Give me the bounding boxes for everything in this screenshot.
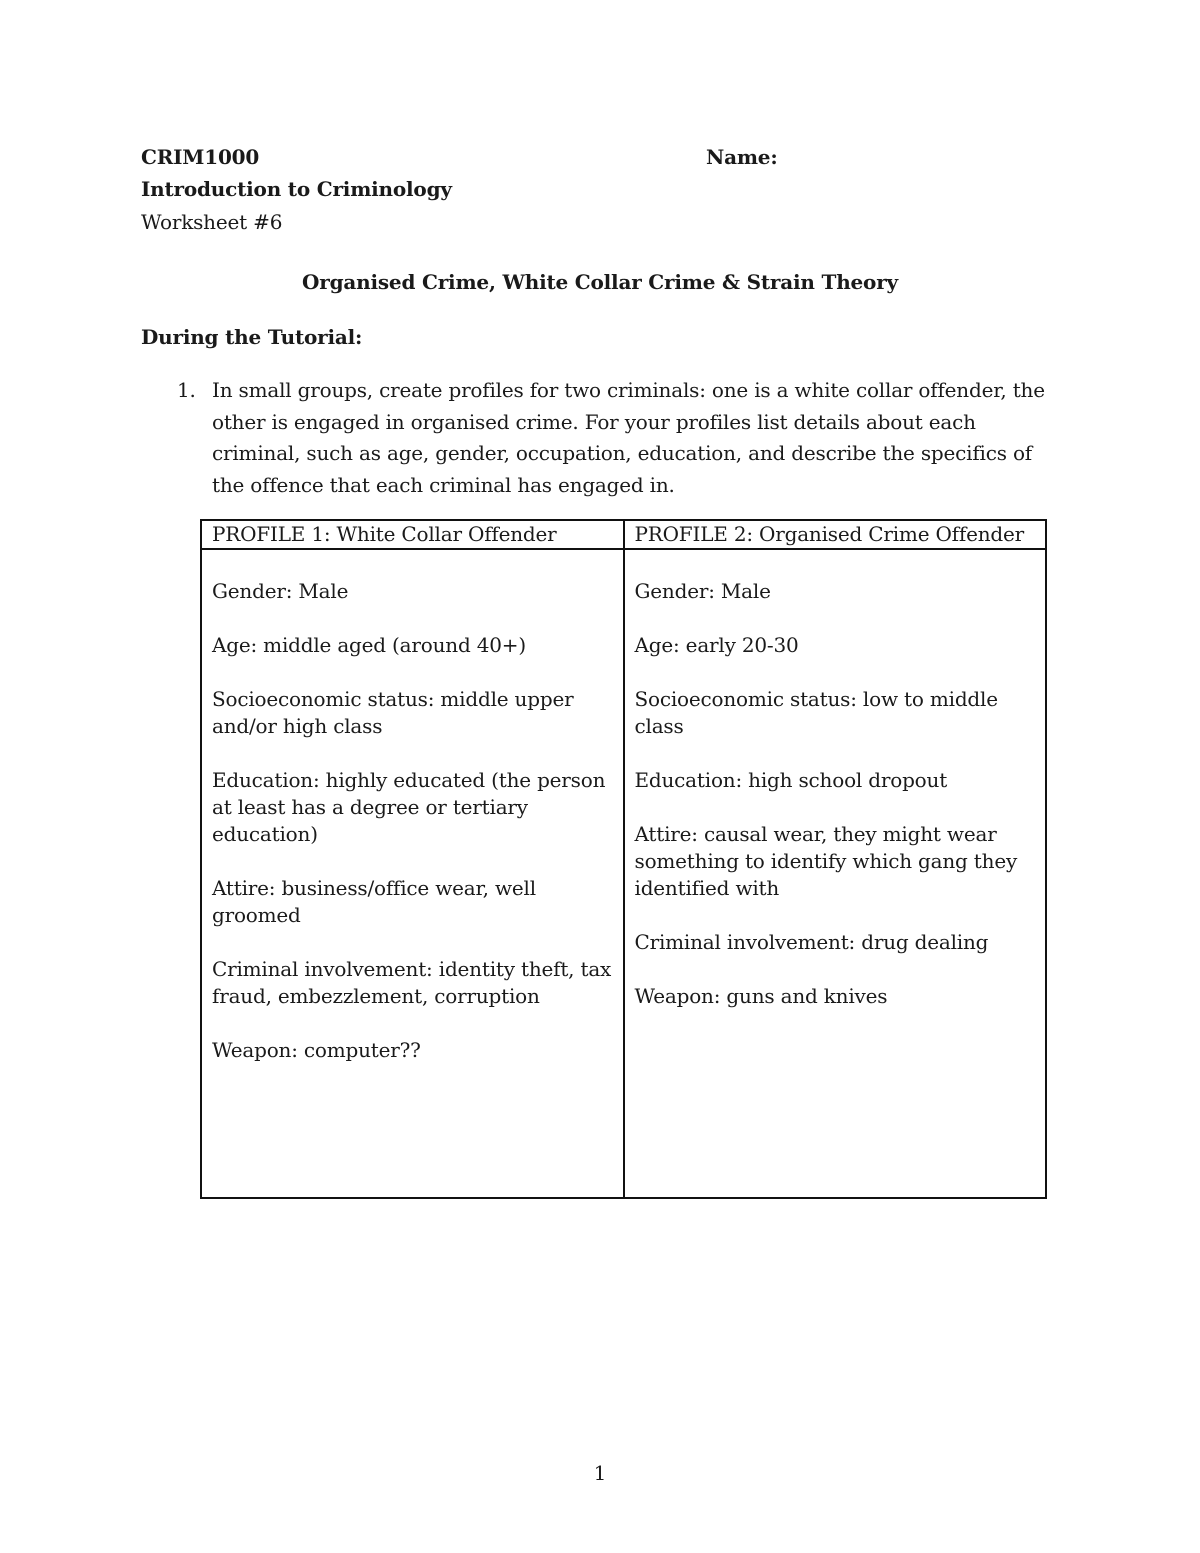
question-text: In small groups, create profiles for two criminals: one is a white collar offender, the other is engaged in organised crime. For your profiles list details about each criminal, such as age, gender, occupation, education, and describe the specifics of the offence that each criminal has engaged in.	[212, 378, 1045, 497]
profile-2-criminal-involvement: Criminal involvement: drug dealing	[634, 930, 989, 954]
page-number: 1	[593, 1461, 607, 1485]
profile-1-weapon: Weapon: computer??	[212, 1038, 421, 1062]
question-1	[141, 375, 1061, 501]
profile-2-gender: Gender: Male	[634, 579, 771, 603]
profile-1-age: Age: middle aged (around 40+)	[212, 633, 526, 657]
profile-2-attire: Attire: causal wear, they might wear something to identify which gang they identified with	[634, 822, 1018, 900]
profile-1-socioeconomic: Socioeconomic status: middle upper and/or high class	[212, 687, 574, 738]
question-number: 1.	[177, 378, 196, 402]
profiles-table	[200, 519, 1047, 1199]
section-heading: During the Tutorial:	[141, 325, 363, 349]
profile-2-weapon: Weapon: guns and knives	[634, 984, 888, 1008]
profile-1-attire: Attire: business/office wear, well groomed	[212, 876, 536, 927]
profile-1-cell	[201, 549, 624, 1198]
profile-1-gender: Gender: Male	[212, 579, 349, 603]
profile-2-socioeconomic: Socioeconomic status: low to middle class	[634, 687, 998, 738]
profile-2-cell	[624, 549, 1047, 1198]
profile-2-heading: PROFILE 2: Organised Crime Offender	[624, 520, 1047, 549]
profile-1-education: Education: highly educated (the person at least has a degree or tertiary education)	[212, 768, 606, 846]
profile-1-heading: PROFILE 1: White Collar Offender	[201, 520, 624, 549]
profile-1-criminal-involvement: Criminal involvement: identity theft, tax fraud, embezzlement, corruption	[212, 957, 612, 1008]
course-code: CRIM1000	[141, 145, 260, 169]
profile-2-age: Age: early 20-30	[634, 633, 799, 657]
profile-2-education: Education: high school dropout	[634, 768, 948, 792]
worksheet-number: Worksheet #6	[141, 210, 283, 234]
worksheet-title: Organised Crime, White Collar Crime & Strain Theory	[302, 270, 898, 294]
course-title: Introduction to Criminology	[141, 177, 452, 201]
name-label: Name:	[706, 145, 778, 169]
